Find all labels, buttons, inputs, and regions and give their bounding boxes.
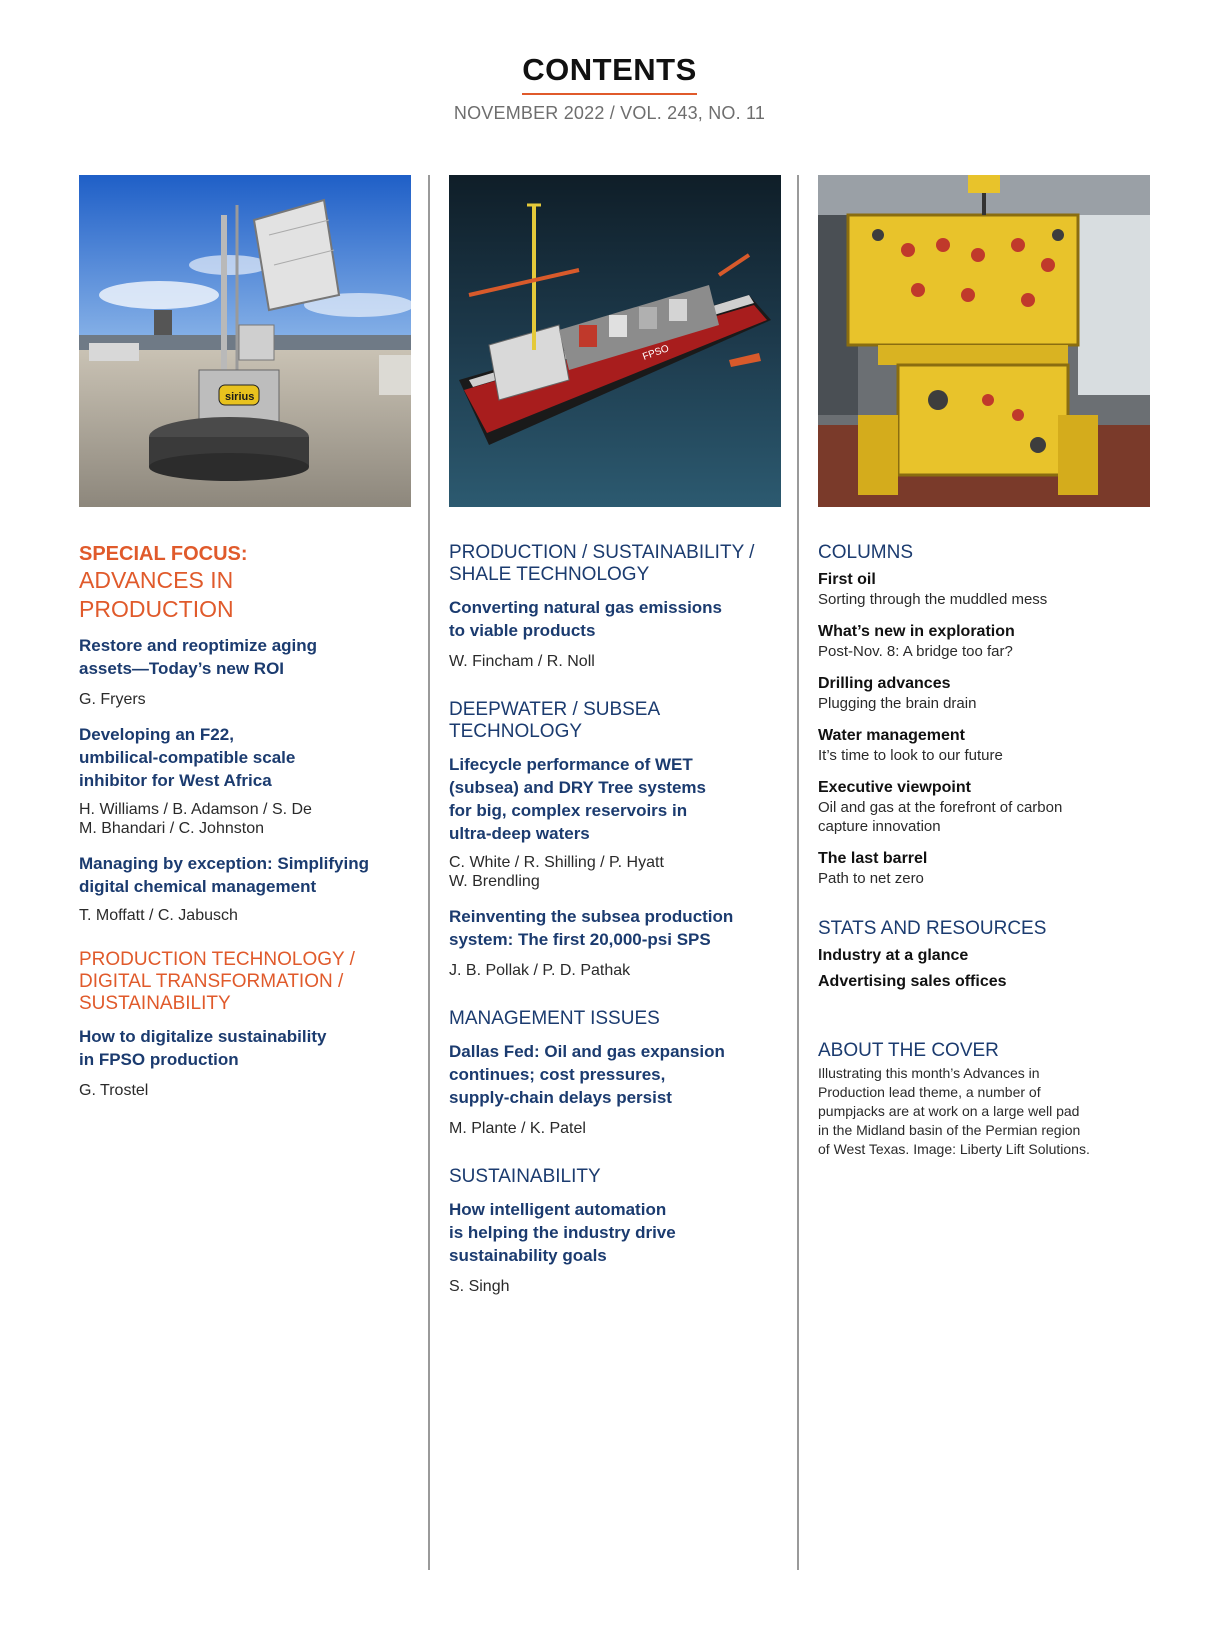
article-title: sustainability goals [449, 1246, 607, 1265]
column-title: First oil [818, 571, 876, 588]
about-cover-line: in the Midland basin of the Permian region [818, 1122, 1081, 1138]
subsea-equipment-image [818, 175, 1150, 507]
section-label: PRODUCTION TECHNOLOGY / [79, 949, 355, 970]
section-label: DIGITAL TRANSFORMATION / [79, 971, 344, 992]
about-cover-line: pumpjacks are at work on a large well pad [818, 1103, 1080, 1119]
article-title: ultra-deep waters [449, 824, 590, 843]
article-title: How to digitalize sustainability [79, 1027, 327, 1046]
article-title: assets—Today’s new ROI [79, 659, 285, 678]
sirius-logo: sirius [225, 391, 255, 403]
column-subtitle: Plugging the brain drain [818, 695, 977, 712]
section-special-focus-title-line-1: ADVANCES IN [79, 567, 234, 593]
article-authors: M. Bhandari / C. Johnston [79, 820, 264, 837]
section-deepwater-subsea [449, 699, 781, 743]
column-title: What’s new in exploration [818, 623, 1015, 640]
article-title: Converting natural gas emissions [449, 598, 723, 617]
column-first-oil[interactable] [818, 570, 1150, 609]
column-subtitle: Sorting through the muddled mess [818, 591, 1048, 608]
article-authors: M. Plante / K. Patel [449, 1120, 586, 1137]
fpso-hull-label: FPSO [641, 343, 671, 363]
section-label: SUSTAINABILITY [79, 993, 231, 1014]
article-authors: G. Trostel [79, 1082, 149, 1099]
article-authors: J. B. Pollak / P. D. Pathak [449, 962, 631, 979]
fpso-vessel-image [449, 175, 781, 507]
article-authors: W. Fincham / R. Noll [449, 653, 595, 670]
column-executive-viewpoint[interactable] [818, 778, 1150, 836]
column-subtitle: Oil and gas at the forefront of carbon [818, 799, 1063, 816]
column-last-barrel[interactable] [818, 849, 1150, 888]
column-divider-1 [428, 175, 430, 1570]
article-dallas-fed[interactable] [449, 1040, 781, 1138]
section-label: PRODUCTION / SUSTAINABILITY / [449, 542, 755, 563]
article-authors: G. Fryers [79, 691, 146, 708]
article-lifecycle-performance[interactable] [449, 753, 781, 891]
article-converting-natural-gas[interactable] [449, 596, 781, 671]
article-managing-by-exception[interactable] [79, 852, 411, 925]
section-special-focus-title-line-2: PRODUCTION [79, 596, 234, 622]
article-authors: H. Williams / B. Adamson / S. De [79, 801, 312, 818]
article-title: supply-chain delays persist [449, 1088, 672, 1107]
article-title: Managing by exception: Simplifying [79, 854, 369, 873]
article-title: in FPSO production [79, 1050, 239, 1069]
column-title: Drilling advances [818, 675, 951, 692]
photo-fpso-vessel [449, 175, 781, 507]
article-title: continues; cost pressures, [449, 1065, 666, 1084]
article-title: inhibitor for West Africa [79, 771, 272, 790]
article-title: system: The first 20,000-psi SPS [449, 930, 711, 949]
article-reinventing-subsea[interactable] [449, 905, 781, 980]
column-divider-2 [797, 175, 799, 1570]
issue-date: NOVEMBER 2022 / VOL. 243, NO. 11 [453, 103, 766, 123]
section-production-sustainability-shale [449, 542, 781, 586]
article-title: to viable products [449, 621, 596, 640]
article-title: is helping the industry drive [449, 1223, 676, 1242]
article-title: digital chemical management [79, 877, 317, 896]
article-title: Developing an F22, [79, 725, 234, 744]
column-drilling-advances[interactable] [818, 674, 1150, 713]
article-title: umbilical-compatible scale [79, 748, 296, 767]
page-title: CONTENTS [522, 52, 697, 95]
column-subtitle: It’s time to look to our future [818, 747, 1003, 764]
column-water-management[interactable] [818, 726, 1150, 765]
article-f22-scale-inhibitor[interactable] [79, 723, 411, 838]
monitoring-station-image [79, 175, 411, 507]
about-cover-line: Illustrating this month’s Advances in [818, 1065, 1040, 1081]
section-special-focus-label: SPECIAL FOCUS: [79, 543, 248, 565]
column-title: The last barrel [818, 850, 928, 867]
about-cover-line: of West Texas. Image: Liberty Lift Solutions. [818, 1141, 1090, 1157]
section-label: MANAGEMENT ISSUES [449, 1008, 660, 1029]
article-title: How intelligent automation [449, 1200, 667, 1219]
column-title: Executive viewpoint [818, 779, 971, 796]
column-subtitle: capture innovation [818, 818, 941, 835]
section-stats-resources-label: STATS AND RESOURCES [818, 918, 1047, 939]
stats-industry-at-a-glance[interactable]: Industry at a glance [818, 947, 969, 964]
section-management-issues [449, 1008, 781, 1030]
about-cover-text [818, 1064, 1150, 1159]
column-1 [79, 175, 411, 1100]
column-title: Water management [818, 727, 965, 744]
article-title: Restore and reoptimize aging [79, 636, 318, 655]
section-production-technology [79, 949, 411, 1015]
article-title: Reinventing the subsea production [449, 907, 734, 926]
stats-advertising-sales-offices[interactable]: Advertising sales offices [818, 973, 1007, 990]
section-columns-label: COLUMNS [818, 542, 914, 563]
article-digitalize-sustainability[interactable] [79, 1025, 411, 1100]
article-authors: W. Brendling [449, 873, 540, 890]
article-authors: S. Singh [449, 1278, 510, 1295]
article-title: (subsea) and DRY Tree systems [449, 778, 707, 797]
article-intelligent-automation[interactable] [449, 1198, 781, 1296]
about-cover-line: Production lead theme, a number of [818, 1084, 1041, 1100]
article-authors: T. Moffatt / C. Jabusch [79, 907, 238, 924]
article-authors: C. White / R. Shilling / P. Hyatt [449, 854, 664, 871]
article-title: Dallas Fed: Oil and gas expansion [449, 1042, 725, 1061]
article-title: for big, complex reservoirs in [449, 801, 688, 820]
section-label: DEEPWATER / SUBSEA [449, 699, 661, 720]
column-whats-new-exploration[interactable] [818, 622, 1150, 661]
column-subtitle: Post-Nov. 8: A bridge too far? [818, 643, 1013, 660]
column-2 [449, 175, 781, 1296]
section-label: SHALE TECHNOLOGY [449, 564, 650, 585]
column-3 [818, 175, 1150, 1159]
section-about-cover-label: ABOUT THE COVER [818, 1040, 999, 1061]
section-label: TECHNOLOGY [449, 721, 583, 742]
article-restore-reoptimize[interactable] [79, 634, 411, 709]
article-title: Lifecycle performance of WET [449, 755, 693, 774]
masthead [0, 52, 1219, 124]
section-sustainability [449, 1166, 781, 1188]
section-label: SUSTAINABILITY [449, 1166, 601, 1187]
column-subtitle: Path to net zero [818, 870, 924, 887]
photo-subsea-equipment [818, 175, 1150, 507]
photo-monitoring-station [79, 175, 411, 507]
